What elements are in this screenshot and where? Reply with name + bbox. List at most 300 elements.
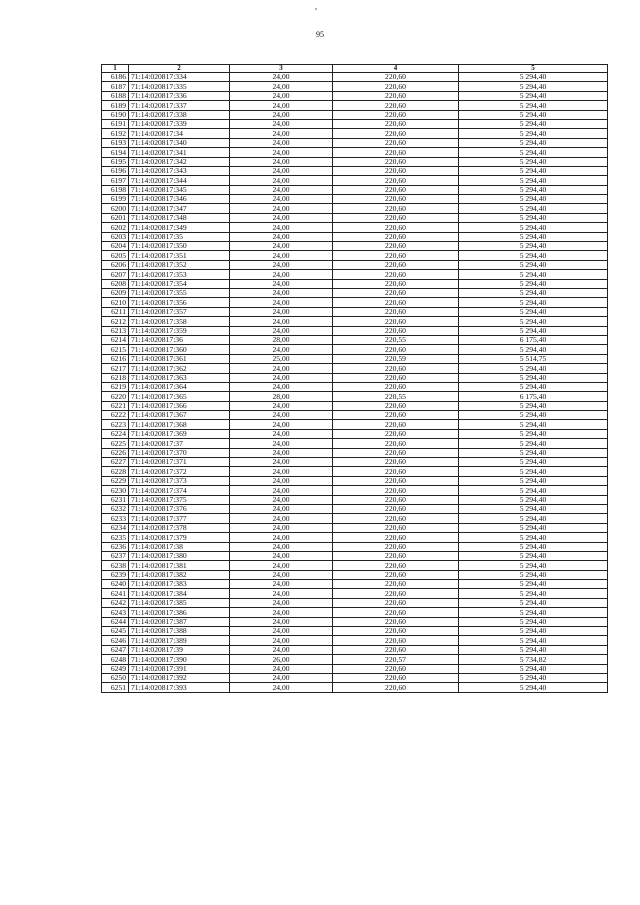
table-row: [102, 561, 608, 570]
table-row: [102, 148, 608, 157]
rate-cell: 220,60: [333, 232, 459, 241]
area-cell: 24,00: [230, 589, 333, 598]
row-number-cell: 6233: [102, 514, 129, 523]
area-cell: 26,00: [230, 655, 333, 664]
value-cell: 5 294,40: [459, 138, 608, 147]
cadastral-number-cell: 71:14:020817:380: [129, 551, 230, 560]
area-cell: 24,00: [230, 138, 333, 147]
rate-cell: 220,60: [333, 636, 459, 645]
header-cell-1: 1: [102, 65, 129, 73]
area-cell: 24,00: [230, 373, 333, 382]
area-cell: 24,00: [230, 580, 333, 589]
row-number-cell: 6195: [102, 157, 129, 166]
rate-cell: 220,60: [333, 570, 459, 579]
rate-cell: 220,60: [333, 251, 459, 260]
row-number-cell: 6235: [102, 533, 129, 542]
cadastral-number-cell: 71:14:020817:376: [129, 504, 230, 513]
row-number-cell: 6230: [102, 486, 129, 495]
rate-cell: 220,60: [333, 317, 459, 326]
table-row: [102, 345, 608, 354]
header-cell-3: 3: [230, 65, 333, 73]
cadastral-number-cell: 71:14:020817:334: [129, 73, 230, 82]
rate-cell: 220,59: [333, 354, 459, 363]
rate-cell: 220,60: [333, 476, 459, 485]
table-row: [102, 157, 608, 166]
table-row: [102, 195, 608, 204]
row-number-cell: 6198: [102, 185, 129, 194]
cadastral-number-cell: 71:14:020817:377: [129, 514, 230, 523]
cadastral-number-cell: 71:14:020817:393: [129, 683, 230, 692]
area-cell: 24,00: [230, 270, 333, 279]
table-row: [102, 664, 608, 673]
value-cell: 5 294,40: [459, 82, 608, 91]
table-row: [102, 382, 608, 391]
cadastral-number-cell: 71:14:020817:39: [129, 645, 230, 654]
table-row: [102, 373, 608, 382]
cadastral-number-cell: 71:14:020817:375: [129, 495, 230, 504]
table-row: [102, 354, 608, 363]
table-row: [102, 307, 608, 316]
value-cell: 5 294,40: [459, 204, 608, 213]
row-number-cell: 6241: [102, 589, 129, 598]
row-number-cell: 6223: [102, 420, 129, 429]
row-number-cell: 6226: [102, 448, 129, 457]
area-cell: 24,00: [230, 664, 333, 673]
table-row: [102, 411, 608, 420]
value-cell: 5 294,40: [459, 411, 608, 420]
value-cell: 5 294,40: [459, 307, 608, 316]
value-cell: 5 294,40: [459, 232, 608, 241]
value-cell: 5 294,40: [459, 119, 608, 128]
table-row: [102, 580, 608, 589]
value-cell: 5 294,40: [459, 223, 608, 232]
rate-cell: 220,60: [333, 551, 459, 560]
table-header: [102, 65, 608, 73]
row-number-cell: 6234: [102, 523, 129, 532]
value-cell: 5 294,40: [459, 298, 608, 307]
table-row: [102, 674, 608, 683]
cadastral-number-cell: 71:14:020817:373: [129, 476, 230, 485]
area-cell: 24,00: [230, 617, 333, 626]
table-row: [102, 533, 608, 542]
table-row: [102, 288, 608, 297]
rate-cell: 220,60: [333, 411, 459, 420]
row-number-cell: 6214: [102, 335, 129, 344]
value-cell: 5 294,40: [459, 523, 608, 532]
table-row: [102, 495, 608, 504]
area-cell: 24,00: [230, 645, 333, 654]
row-number-cell: 6229: [102, 476, 129, 485]
value-cell: 5 294,40: [459, 401, 608, 410]
table-row: [102, 298, 608, 307]
area-cell: 24,00: [230, 561, 333, 570]
rate-cell: 220,60: [333, 270, 459, 279]
table-row: [102, 364, 608, 373]
row-number-cell: 6212: [102, 317, 129, 326]
table-row: [102, 166, 608, 175]
rate-cell: 220,60: [333, 598, 459, 607]
cadastral-number-cell: 71:14:020817:335: [129, 82, 230, 91]
table-row: [102, 429, 608, 438]
row-number-cell: 6231: [102, 495, 129, 504]
cadastral-number-cell: 71:14:020817:341: [129, 148, 230, 157]
rate-cell: 220,60: [333, 645, 459, 654]
cadastral-number-cell: 71:14:020817:355: [129, 288, 230, 297]
area-cell: 24,00: [230, 288, 333, 297]
cadastral-number-cell: 71:14:020817:386: [129, 608, 230, 617]
area-cell: 24,00: [230, 213, 333, 222]
cadastral-number-cell: 71:14:020817:391: [129, 664, 230, 673]
rate-cell: 220,60: [333, 523, 459, 532]
area-cell: 24,00: [230, 495, 333, 504]
table-row: [102, 570, 608, 579]
area-cell: 24,00: [230, 260, 333, 269]
rate-cell: 220,60: [333, 298, 459, 307]
table-row: [102, 486, 608, 495]
value-cell: 5 294,40: [459, 448, 608, 457]
header-cell-4: 4: [333, 65, 459, 73]
cadastral-number-cell: 71:14:020817:362: [129, 364, 230, 373]
area-cell: 24,00: [230, 420, 333, 429]
value-cell: 5 294,40: [459, 91, 608, 100]
table-body: [102, 73, 608, 693]
row-number-cell: 6236: [102, 542, 129, 551]
area-cell: 24,00: [230, 298, 333, 307]
cadastral-number-cell: 71:14:020817:340: [129, 138, 230, 147]
row-number-cell: 6213: [102, 326, 129, 335]
value-cell: 5 294,40: [459, 486, 608, 495]
rate-cell: 220,60: [333, 373, 459, 382]
row-number-cell: 6189: [102, 101, 129, 110]
value-cell: 5 514,75: [459, 354, 608, 363]
row-number-cell: 6206: [102, 260, 129, 269]
table-row: [102, 645, 608, 654]
area-cell: 24,00: [230, 223, 333, 232]
value-cell: 5 294,40: [459, 251, 608, 260]
table-row: [102, 138, 608, 147]
area-cell: 24,00: [230, 176, 333, 185]
area-cell: 24,00: [230, 551, 333, 560]
area-cell: 24,00: [230, 251, 333, 260]
rate-cell: 220,60: [333, 589, 459, 598]
area-cell: 24,00: [230, 119, 333, 128]
table-row: [102, 73, 608, 82]
rate-cell: 220,60: [333, 82, 459, 91]
value-cell: 5 294,40: [459, 213, 608, 222]
row-number-cell: 6207: [102, 270, 129, 279]
table-row: [102, 458, 608, 467]
rate-cell: 220,60: [333, 382, 459, 391]
row-number-cell: 6237: [102, 551, 129, 560]
table-row: [102, 551, 608, 560]
row-number-cell: 6197: [102, 176, 129, 185]
table-row: [102, 608, 608, 617]
rate-cell: 220,60: [333, 608, 459, 617]
cadastral-number-cell: 71:14:020817:359: [129, 326, 230, 335]
value-cell: 5 294,40: [459, 542, 608, 551]
rate-cell: 220,60: [333, 664, 459, 673]
cadastral-number-cell: 71:14:020817:369: [129, 429, 230, 438]
value-cell: 5 294,40: [459, 495, 608, 504]
area-cell: 24,00: [230, 476, 333, 485]
page-number: 95: [316, 30, 324, 39]
rate-cell: 220,60: [333, 138, 459, 147]
row-number-cell: 6218: [102, 373, 129, 382]
rate-cell: 220,60: [333, 73, 459, 82]
row-number-cell: 6202: [102, 223, 129, 232]
value-cell: 5 294,40: [459, 533, 608, 542]
area-cell: 24,00: [230, 411, 333, 420]
value-cell: 5 294,40: [459, 73, 608, 82]
data-table: [101, 64, 608, 693]
cadastral-number-cell: 71:14:020817:361: [129, 354, 230, 363]
cadastral-number-cell: 71:14:020817:384: [129, 589, 230, 598]
area-cell: 24,00: [230, 608, 333, 617]
row-number-cell: 6248: [102, 655, 129, 664]
cadastral-number-cell: 71:14:020817:342: [129, 157, 230, 166]
rate-cell: 220,60: [333, 683, 459, 692]
rate-cell: 220,60: [333, 157, 459, 166]
table-row: [102, 401, 608, 410]
row-number-cell: 6208: [102, 279, 129, 288]
row-number-cell: 6200: [102, 204, 129, 213]
area-cell: 24,00: [230, 429, 333, 438]
table-row: [102, 251, 608, 260]
cadastral-number-cell: 71:14:020817:382: [129, 570, 230, 579]
table-row: [102, 439, 608, 448]
area-cell: 24,00: [230, 91, 333, 100]
value-cell: 5 294,40: [459, 345, 608, 354]
rate-cell: 220,60: [333, 627, 459, 636]
rate-cell: 220,60: [333, 166, 459, 175]
table-row: [102, 467, 608, 476]
value-cell: 5 294,40: [459, 617, 608, 626]
value-cell: 5 734,82: [459, 655, 608, 664]
rate-cell: 220,60: [333, 260, 459, 269]
rate-cell: 220,60: [333, 542, 459, 551]
table-row: [102, 176, 608, 185]
value-cell: 5 294,40: [459, 420, 608, 429]
area-cell: 24,00: [230, 598, 333, 607]
row-number-cell: 6196: [102, 166, 129, 175]
table-row: [102, 326, 608, 335]
table-row: [102, 232, 608, 241]
area-cell: 24,00: [230, 448, 333, 457]
row-number-cell: 6227: [102, 458, 129, 467]
value-cell: 5 294,40: [459, 195, 608, 204]
area-cell: 24,00: [230, 458, 333, 467]
area-cell: 24,00: [230, 504, 333, 513]
cadastral-number-cell: 71:14:020817:374: [129, 486, 230, 495]
area-cell: 24,00: [230, 279, 333, 288]
table-row: [102, 448, 608, 457]
value-cell: 5 294,40: [459, 664, 608, 673]
rate-cell: 220,60: [333, 617, 459, 626]
cadastral-number-cell: 71:14:020817:352: [129, 260, 230, 269]
rate-cell: 220,60: [333, 101, 459, 110]
value-cell: 5 294,40: [459, 270, 608, 279]
area-cell: 24,00: [230, 110, 333, 119]
value-cell: 5 294,40: [459, 157, 608, 166]
rate-cell: 220,55: [333, 392, 459, 401]
header-row: [102, 65, 608, 73]
table-row: [102, 82, 608, 91]
row-number-cell: 6188: [102, 91, 129, 100]
table-row: [102, 129, 608, 138]
cadastral-number-cell: 71:14:020817:337: [129, 101, 230, 110]
value-cell: 5 294,40: [459, 683, 608, 692]
cadastral-number-cell: 71:14:020817:363: [129, 373, 230, 382]
row-number-cell: 6242: [102, 598, 129, 607]
table-row: [102, 185, 608, 194]
table-row: [102, 683, 608, 692]
value-cell: 5 294,40: [459, 589, 608, 598]
value-cell: 5 294,40: [459, 439, 608, 448]
rate-cell: 220,60: [333, 439, 459, 448]
rate-cell: 220,60: [333, 448, 459, 457]
rate-cell: 220,60: [333, 504, 459, 513]
row-number-cell: 6220: [102, 392, 129, 401]
rate-cell: 220,55: [333, 335, 459, 344]
value-cell: 6 175,40: [459, 335, 608, 344]
area-cell: 24,00: [230, 204, 333, 213]
rate-cell: 220,60: [333, 223, 459, 232]
table-row: [102, 110, 608, 119]
area-cell: 24,00: [230, 73, 333, 82]
area-cell: 24,00: [230, 82, 333, 91]
value-cell: 5 294,40: [459, 580, 608, 589]
row-number-cell: 6217: [102, 364, 129, 373]
table-row: [102, 213, 608, 222]
cadastral-number-cell: 71:14:020817:349: [129, 223, 230, 232]
row-number-cell: 6224: [102, 429, 129, 438]
row-number-cell: 6239: [102, 570, 129, 579]
area-cell: 24,00: [230, 627, 333, 636]
area-cell: 24,00: [230, 533, 333, 542]
scan-speck: [315, 8, 317, 10]
value-cell: 5 294,40: [459, 645, 608, 654]
cadastral-number-cell: 71:14:020817:35: [129, 232, 230, 241]
area-cell: 24,00: [230, 185, 333, 194]
row-number-cell: 6204: [102, 242, 129, 251]
row-number-cell: 6211: [102, 307, 129, 316]
cadastral-number-cell: 71:14:020817:388: [129, 627, 230, 636]
value-cell: 5 294,40: [459, 176, 608, 185]
value-cell: 5 294,40: [459, 551, 608, 560]
row-number-cell: 6221: [102, 401, 129, 410]
rate-cell: 220,60: [333, 195, 459, 204]
value-cell: 5 294,40: [459, 148, 608, 157]
rate-cell: 220,60: [333, 213, 459, 222]
cadastral-number-cell: 71:14:020817:38: [129, 542, 230, 551]
row-number-cell: 6251: [102, 683, 129, 692]
value-cell: 5 294,40: [459, 364, 608, 373]
cadastral-number-cell: 71:14:020817:36: [129, 335, 230, 344]
value-cell: 5 294,40: [459, 627, 608, 636]
row-number-cell: 6209: [102, 288, 129, 297]
value-cell: 5 294,40: [459, 166, 608, 175]
area-cell: 24,00: [230, 242, 333, 251]
cadastral-number-cell: 71:14:020817:368: [129, 420, 230, 429]
row-number-cell: 6247: [102, 645, 129, 654]
rate-cell: 220,60: [333, 288, 459, 297]
row-number-cell: 6243: [102, 608, 129, 617]
rate-cell: 220,60: [333, 185, 459, 194]
cadastral-number-cell: 71:14:020817:381: [129, 561, 230, 570]
rate-cell: 220,60: [333, 364, 459, 373]
value-cell: 5 294,40: [459, 242, 608, 251]
cadastral-number-cell: 71:14:020817:358: [129, 317, 230, 326]
cadastral-number-cell: 71:14:020817:370: [129, 448, 230, 457]
table-row: [102, 204, 608, 213]
row-number-cell: 6215: [102, 345, 129, 354]
area-cell: 24,00: [230, 166, 333, 175]
cadastral-number-cell: 71:14:020817:339: [129, 119, 230, 128]
cadastral-number-cell: 71:14:020817:378: [129, 523, 230, 532]
value-cell: 5 294,40: [459, 326, 608, 335]
area-cell: 28,00: [230, 392, 333, 401]
area-cell: 24,00: [230, 514, 333, 523]
table-row: [102, 523, 608, 532]
table-row: [102, 514, 608, 523]
cadastral-number-cell: 71:14:020817:387: [129, 617, 230, 626]
cadastral-number-cell: 71:14:020817:345: [129, 185, 230, 194]
area-cell: 24,00: [230, 101, 333, 110]
row-number-cell: 6191: [102, 119, 129, 128]
rate-cell: 220,60: [333, 110, 459, 119]
row-number-cell: 6222: [102, 411, 129, 420]
rate-cell: 220,60: [333, 307, 459, 316]
area-cell: 24,00: [230, 467, 333, 476]
cadastral-number-cell: 71:14:020817:348: [129, 213, 230, 222]
row-number-cell: 6246: [102, 636, 129, 645]
area-cell: 24,00: [230, 570, 333, 579]
table-row: [102, 91, 608, 100]
cadastral-number-cell: 71:14:020817:389: [129, 636, 230, 645]
value-cell: 6 175,40: [459, 392, 608, 401]
cadastral-number-cell: 71:14:020817:364: [129, 382, 230, 391]
table-row: [102, 636, 608, 645]
cadastral-number-cell: 71:14:020817:347: [129, 204, 230, 213]
rate-cell: 220,60: [333, 279, 459, 288]
value-cell: 5 294,40: [459, 458, 608, 467]
value-cell: 5 294,40: [459, 504, 608, 513]
row-number-cell: 6201: [102, 213, 129, 222]
row-number-cell: 6190: [102, 110, 129, 119]
rate-cell: 220,60: [333, 242, 459, 251]
table-row: [102, 119, 608, 128]
rate-cell: 220,60: [333, 345, 459, 354]
area-cell: 24,00: [230, 486, 333, 495]
table-row: [102, 279, 608, 288]
value-cell: 5 294,40: [459, 185, 608, 194]
table-row: [102, 504, 608, 513]
value-cell: 5 294,40: [459, 636, 608, 645]
table-row: [102, 476, 608, 485]
area-cell: 24,00: [230, 232, 333, 241]
area-cell: 24,00: [230, 195, 333, 204]
value-cell: 5 294,40: [459, 570, 608, 579]
rate-cell: 220,60: [333, 580, 459, 589]
row-number-cell: 6192: [102, 129, 129, 138]
value-cell: 5 294,40: [459, 514, 608, 523]
table-row: [102, 223, 608, 232]
rate-cell: 220,60: [333, 458, 459, 467]
rate-cell: 220,60: [333, 204, 459, 213]
table-row: [102, 317, 608, 326]
cadastral-number-cell: 71:14:020817:356: [129, 298, 230, 307]
value-cell: 5 294,40: [459, 288, 608, 297]
